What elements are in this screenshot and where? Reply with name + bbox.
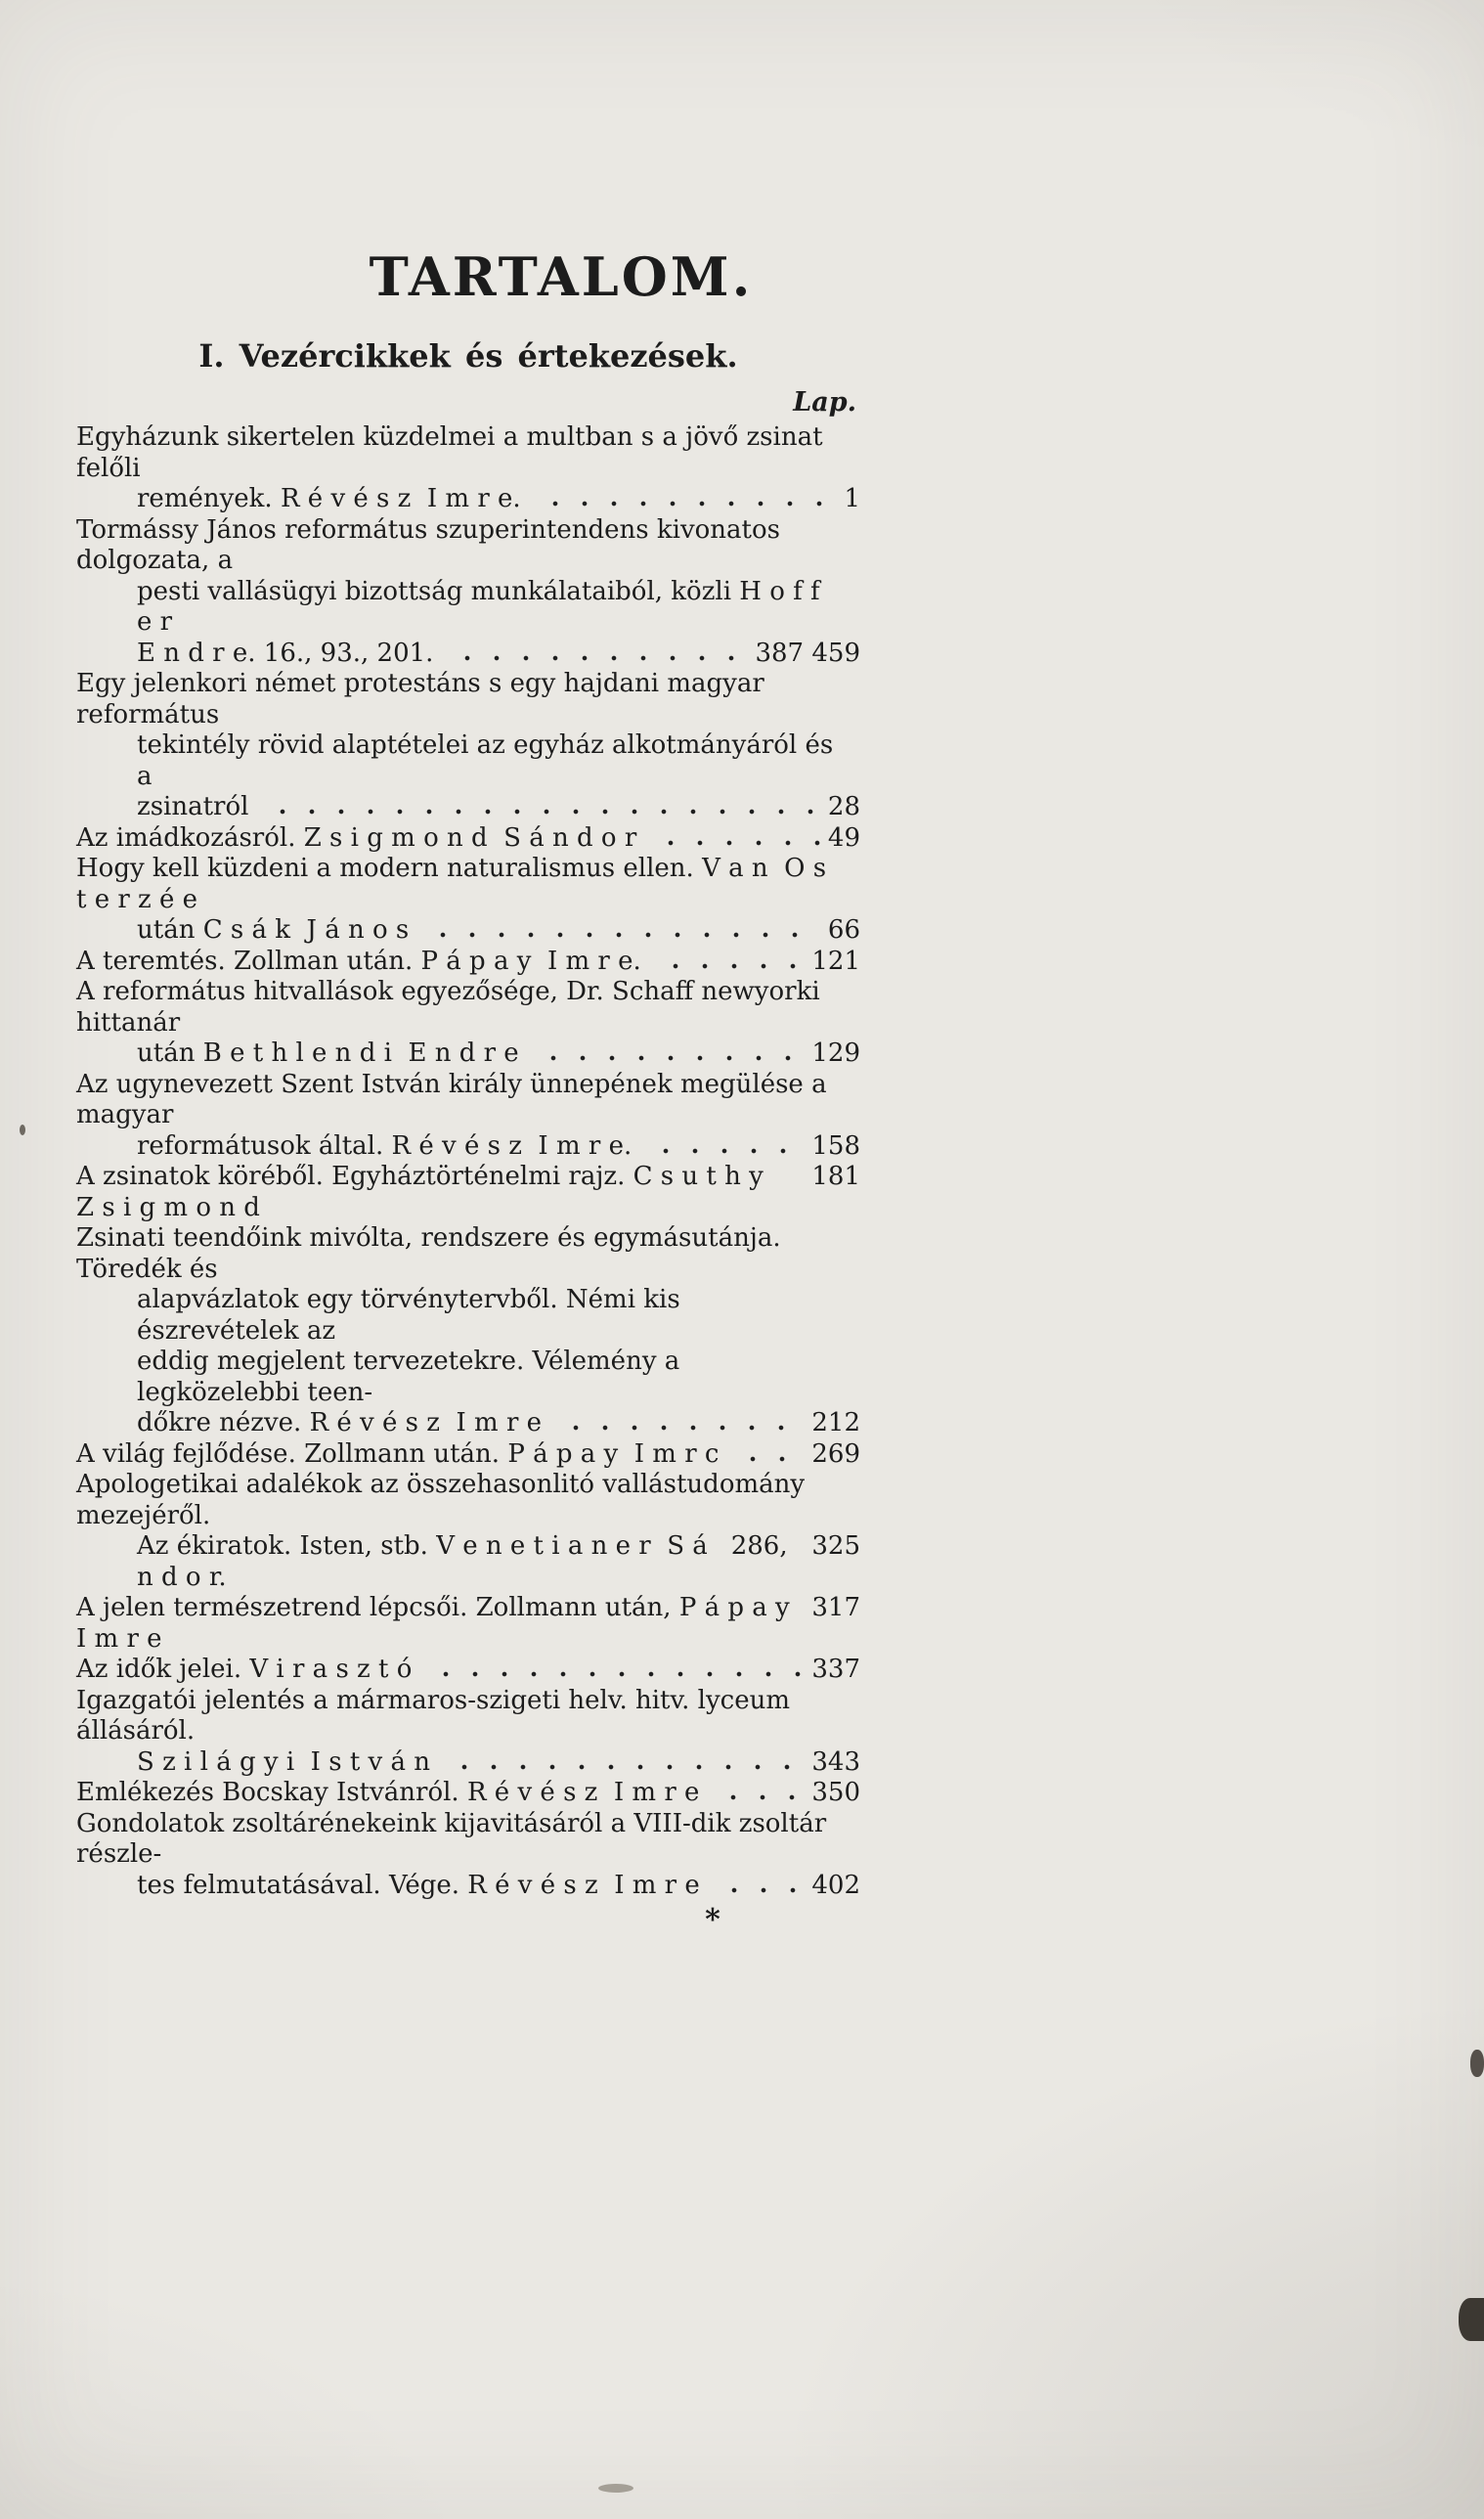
toc-entry-text: Hogy kell küzdeni a modern naturalismus ellen. V a n O s t e r z é e [76, 854, 835, 914]
toc-line [76, 577, 860, 639]
scan-speck [1470, 2050, 1484, 2077]
toc-entry-text: Az ugynevezett Szent István király ünnepének megülése a magyar [76, 1069, 835, 1130]
leader-dots [425, 1671, 804, 1677]
toc-entry-text: remények. R é v é s z I m r e. [137, 484, 521, 514]
toc-page-number: 343 [811, 1746, 860, 1777]
toc-line [76, 1070, 860, 1131]
page-title: TARTALOM. [369, 245, 754, 308]
toc-line [76, 1285, 860, 1347]
toc-entry-text: A világ fejlődése. Zollmann után. P á p a y I m r c [76, 1438, 720, 1469]
toc-page-number: 181 [811, 1162, 860, 1192]
toc-line [76, 1593, 860, 1655]
toc-line [76, 1778, 860, 1809]
leader-dots [555, 1425, 804, 1431]
toc-line [76, 639, 860, 670]
section-heading: I. Vezércikkek és értekezések. [198, 337, 738, 375]
toc-page-number: 158 [811, 1130, 860, 1161]
toc-page-number: 269 [811, 1438, 860, 1469]
toc-entry-text: E n d r e. 16., 93., 201. [137, 638, 434, 668]
toc-entry-text: Apologetikai adalékok az összehasonlitó vallástudomány mezejéről. [76, 1470, 813, 1530]
toc-line [76, 1347, 860, 1408]
leader-dots [447, 655, 747, 661]
toc-entry-text: S z i l á g y i I s t v á n [137, 1746, 430, 1777]
toc-page-number: 49 [827, 822, 860, 853]
toc-entry-text: alapvázlatok egy törvénytervből. Némi kis észrevételek az [137, 1285, 688, 1346]
toc-entry-text: Az idők jelei. V i r a s z t ó [76, 1655, 413, 1685]
leader-dots [655, 963, 805, 969]
toc-line [76, 915, 860, 947]
toc-page-number: 337 [811, 1655, 860, 1685]
toc-content [76, 245, 860, 1938]
toc-line [76, 1223, 860, 1285]
toc-entry-text: Zsinati teendőink mivólta, rendszere és egymásutánja. Töredék és [76, 1223, 789, 1284]
toc-line [76, 730, 860, 792]
toc-line [76, 947, 860, 978]
toc-entry-text: A teremtés. Zollman után. P á p a y I m r e. [76, 946, 641, 976]
signature-mark: * [705, 1903, 720, 1938]
toc-page-number: 317 [811, 1593, 860, 1623]
toc-page-number: 129 [811, 1039, 860, 1069]
toc-entry-text: reformátusok által. R é v é s z I m r e. [137, 1130, 633, 1161]
toc-entry-text: után C s á k J á n o s [137, 915, 410, 946]
toc-page-number: 286, 325 [730, 1531, 860, 1562]
toc-entry-text: Emlékezés Bocskay Istvánról. R é v é s z I m r e [76, 1778, 700, 1808]
leader-dots [444, 1764, 804, 1770]
toc-page-number: 402 [811, 1870, 860, 1900]
toc-entry-text: Az ékiratok. Isten, stb. V e n e t i a n e r S á n d o r. [137, 1531, 717, 1592]
toc-entry-text: Tormássy János református szuperintendens kivonatos dolgozata, a [76, 514, 789, 576]
leader-dots [533, 1055, 805, 1061]
toc-entry-text: után B e t h l e n d i E n d r e [137, 1039, 519, 1069]
leader-dots [262, 809, 819, 815]
toc-line [76, 1809, 860, 1871]
toc-entry-text: tes felmutatásával. Vége. R é v é s z I m r e [137, 1870, 700, 1900]
toc-page-number: 66 [827, 915, 860, 946]
toc-entry-text: Egy jelenkori német protestáns s egy hajdani magyar református [76, 669, 773, 729]
toc-line [76, 484, 860, 515]
toc-entry-text: Gondolatok zsoltárénekeink kijavitásáról a VIII-dik zsoltár részle- [76, 1808, 835, 1870]
toc-entry-text: tekintély rövid alaptételei az egyház alkotmányáról és a [137, 730, 842, 791]
toc-line [76, 823, 860, 855]
toc-line [76, 1531, 860, 1593]
toc-entry-text: A református hitvallások egyezősége, Dr. Schaff newyorki hittanár [76, 977, 828, 1038]
scan-speck [598, 2484, 633, 2493]
toc-line [76, 1408, 860, 1439]
toc-line [76, 1747, 860, 1779]
toc-page-number: 121 [811, 946, 860, 976]
toc-page-number: 387 459 [755, 638, 860, 668]
toc-line [76, 1131, 860, 1163]
toc-line [76, 1470, 860, 1531]
toc-line [76, 1439, 860, 1471]
toc-line [76, 422, 860, 484]
page-number-column-label: Lap. [793, 386, 856, 418]
leader-dots [650, 840, 820, 846]
toc-entry-text: pesti vallásügyi bizottság munkálataiból, közli H o f f e r [137, 576, 828, 638]
toc-line [76, 1686, 860, 1747]
toc-entry-text: dőkre nézve. R é v é s z I m r e [137, 1408, 543, 1438]
toc-entry-text: zsinatról [137, 792, 249, 822]
toc-line [76, 1871, 860, 1902]
toc-line [76, 977, 860, 1039]
toc-line [76, 1039, 860, 1070]
toc-line [76, 515, 860, 577]
scan-speck [20, 1125, 25, 1135]
leader-dots [645, 1148, 804, 1154]
leader-dots [422, 932, 820, 938]
toc-page-number: 1 [844, 484, 860, 514]
leader-dots [535, 501, 837, 507]
toc-line [76, 1162, 860, 1223]
toc-entry-text: A zsinatok köréből. Egyháztörténelmi rajz. C s u t h y Z s i g m o n d [76, 1162, 780, 1222]
toc-entry-text: Egyházunk sikertelen küzdelmei a multban s a jövő zsinat felőli [76, 422, 831, 483]
toc-page-number: 350 [811, 1778, 860, 1808]
toc-page-number: 28 [827, 792, 860, 822]
toc-entry-text: eddig megjelent tervezetekre. Vélemény a legközelebbi teen- [137, 1347, 688, 1407]
toc-line [76, 669, 860, 730]
toc-line [76, 854, 860, 915]
scan-speck [1459, 2298, 1484, 2341]
toc-entry-text: Igazgatói jelentés a mármaros-szigeti helv. hitv. lyceum állásáról. [76, 1685, 807, 1746]
toc-line [76, 792, 860, 823]
toc-entry-text: Az imádkozásról. Z s i g m o n d S á n d o r [76, 822, 637, 853]
leader-dots [713, 1794, 804, 1800]
toc-page-number: 212 [811, 1408, 860, 1438]
toc-line [76, 1655, 860, 1686]
leader-dots [714, 1887, 805, 1893]
toc-entry-text: A jelen természetrend lépcsői. Zollmann után, P á p a y I m r e [76, 1593, 807, 1654]
toc-list [76, 422, 860, 1901]
leader-dots [732, 1456, 804, 1462]
